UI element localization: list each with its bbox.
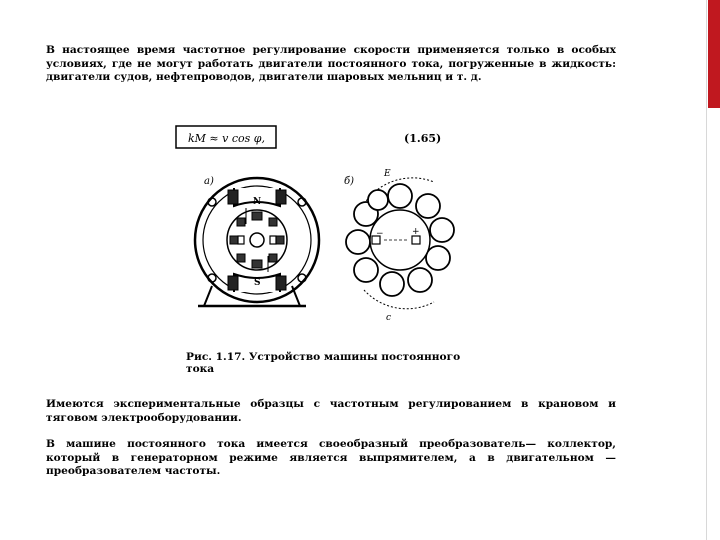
lobe-2	[416, 194, 440, 218]
slot-2	[252, 260, 262, 268]
plus-sign: +	[412, 227, 420, 237]
paragraph-experimental: Имеются экспериментальные образцы с частотным регулированием в крановом и тяговом электрооборудовании.	[46, 398, 616, 424]
dc-machine-figure	[172, 120, 472, 335]
page-edge-divider	[706, 0, 707, 540]
lobe-1	[388, 184, 412, 208]
paragraph-intro: В настоящее время частотное регулирование скорости применяется только в особых условиях, где не могут работать двигатели постоянного тока, погруженные в жидкость: двигатели судов, нефтепроводов, двигатели шаровых мельниц и т. д.	[46, 44, 616, 83]
slot-7	[276, 236, 284, 244]
brush-b-right	[412, 236, 420, 244]
paragraph-converter: В машине постоянного тока имеется своеобразный преобразователь— коллектор, который в генераторном режиме является выпрямителем, а в двигательном — преобразователем частоты.	[46, 438, 616, 477]
pole-north-label: N	[253, 197, 262, 207]
accent-bar	[708, 0, 720, 108]
lobe-4	[426, 246, 450, 270]
lobe-10	[368, 190, 388, 210]
brush-right	[270, 236, 276, 244]
dc-machine-diagram	[172, 120, 472, 335]
slot-3	[269, 218, 277, 226]
slot-4	[237, 218, 245, 226]
brush-left	[238, 236, 244, 244]
slot-1	[252, 212, 262, 220]
winding-tr	[276, 190, 286, 204]
equation-number: (1.65)	[404, 132, 442, 145]
label-a: а)	[204, 176, 214, 187]
lobe-8	[346, 230, 370, 254]
slot-8	[230, 236, 238, 244]
label-c: c	[386, 313, 392, 323]
lobe-3	[430, 218, 454, 242]
formula-text: kM ≈ v cos φ,	[188, 132, 265, 145]
pole-south-label: S	[254, 278, 261, 288]
lobe-6	[380, 272, 404, 296]
shaft	[250, 233, 264, 247]
winding-tl	[228, 190, 238, 204]
winding-bl	[228, 276, 238, 290]
winding-br	[276, 276, 286, 290]
lobe-5	[408, 268, 432, 292]
lobe-7	[354, 258, 378, 282]
figure-caption: Рис. 1.17. Устройство машины постоянного тока	[186, 351, 461, 375]
machine-b	[346, 178, 454, 309]
slot-6	[237, 254, 245, 262]
label-b: б)	[344, 176, 355, 187]
slot-5	[269, 254, 277, 262]
label-e: E	[384, 169, 391, 179]
minus-sign: −	[376, 229, 384, 239]
